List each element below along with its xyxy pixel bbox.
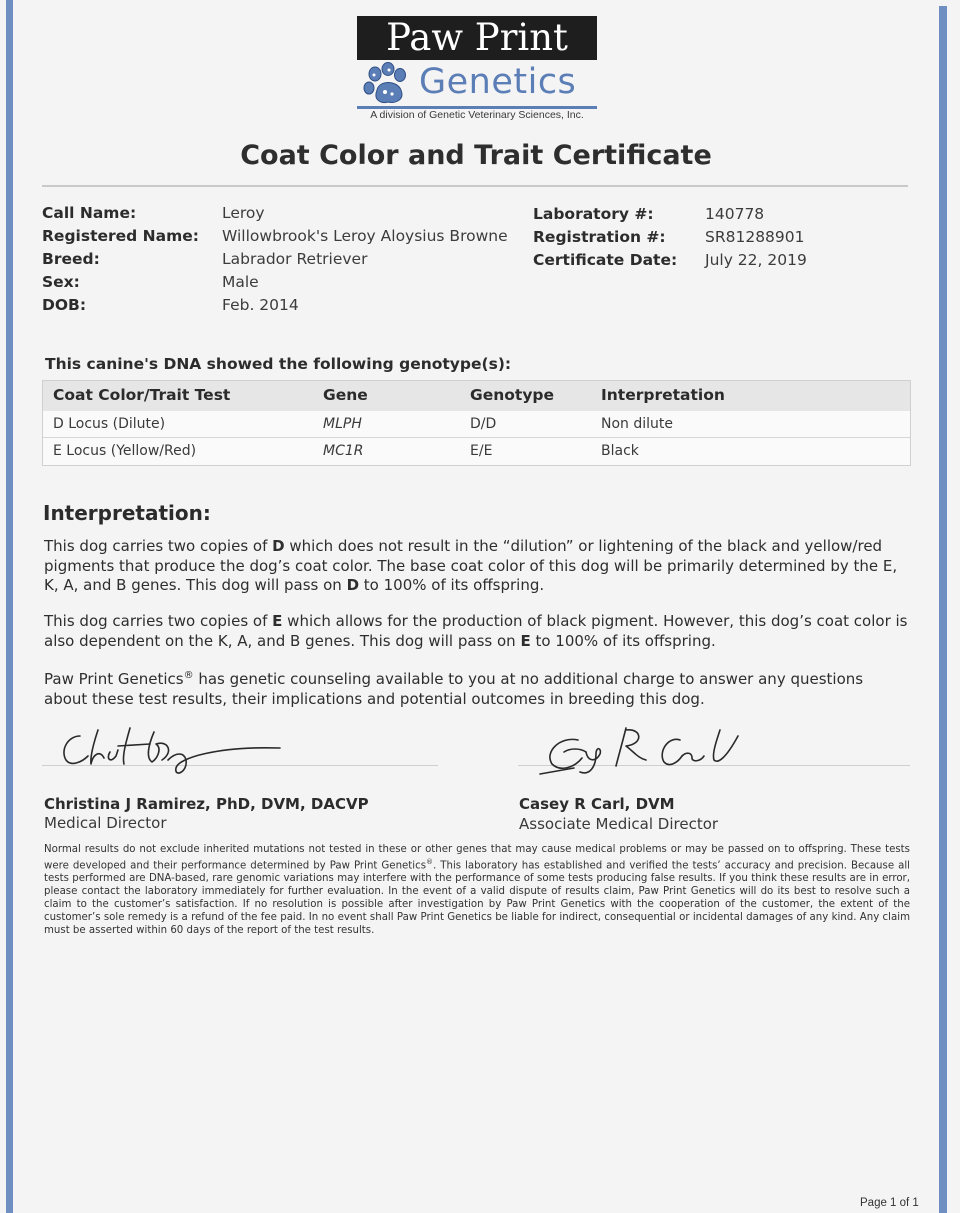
paw-print-genetics-logo <box>355 14 599 122</box>
row2-test: E Locus (Yellow/Red) <box>53 443 197 459</box>
table-row <box>43 411 910 438</box>
sex-label: Sex: <box>42 273 80 291</box>
row2-gene: MC1R <box>323 443 364 459</box>
registered-name-value: Willowbrook's Leroy Aloysius Browne <box>222 227 508 245</box>
genotype-table <box>42 380 911 466</box>
header-test: Coat Color/Trait Test <box>53 386 231 404</box>
page-number: Page 1 of 1 <box>860 1197 919 1209</box>
breed-value: Labrador Retriever <box>222 250 368 268</box>
genotype-heading: This canine's DNA showed the following genotype(s): <box>45 355 512 373</box>
signature-carl <box>530 722 750 784</box>
text-run: . This laboratory has established and verified the tests’ accuracy and precision. Because all tests performed are DNA-based, rare genomic variations may interfere with the performance of some tests producing false results. If you think these results are in error, please contact the laboratory immediately for further evaluation. In the event of a valid dispute of results claim, Paw Print Genetics will do its best to resolve such a claim to the customer’s satisfaction. If no resolution is possible after investigation by Paw Print Genetics with the cooperation of the customer, the extent of the customer’s sole remedy is a refund of the fee paid. In no event shall Paw Print Genetics be liable for indirect, consequential or incidental damages of any kind. Any claim must be asserted within 60 days of the report of the test results. <box>44 860 910 937</box>
interpretation-paragraph-d <box>44 537 910 596</box>
text-run: which allows for the production of black pigment. However, this dog’s coat color is also dependent on the K, A, and B genes. This dog will pass on <box>44 612 908 650</box>
dob-value: Feb. 2014 <box>222 296 299 314</box>
registration-number-value: SR81288901 <box>705 228 805 246</box>
call-name-label: Call Name: <box>42 204 137 222</box>
registered-mark: ® <box>426 858 434 866</box>
certificate-date-label: Certificate Date: <box>533 251 678 269</box>
row2-interpretation: Black <box>601 443 639 459</box>
interpretation-paragraph-e <box>44 612 910 651</box>
dob-label: DOB: <box>42 296 87 314</box>
text-run: Normal results do not exclude inherited mutations not tested in these or other genes that may cause medical problems or may be passed on to offspring. These tests were developed and their performance determined by Paw Print Genetics <box>44 844 910 872</box>
allele-d: D <box>346 576 360 594</box>
certificate-date-value: July 22, 2019 <box>705 251 807 269</box>
text-run: Paw Print Genetics <box>44 670 184 688</box>
row1-gene: MLPH <box>323 416 362 432</box>
registration-number-label: Registration #: <box>533 228 666 246</box>
table-row <box>43 438 910 465</box>
allele-e: E <box>272 612 283 630</box>
laboratory-number-label: Laboratory #: <box>533 205 654 223</box>
sex-value: Male <box>222 273 259 291</box>
signer-name-left: Christina J Ramirez, PhD, DVM, DACVP <box>44 795 369 813</box>
certificate-title: Coat Color and Trait Certificate <box>240 140 712 171</box>
left-border-strip <box>6 0 13 1213</box>
call-name-value: Leroy <box>222 204 265 222</box>
registered-mark: ® <box>183 670 194 681</box>
row1-genotype: D/D <box>470 416 497 432</box>
allele-d: D <box>272 537 285 555</box>
text-run: This dog carries two copies of <box>44 612 273 630</box>
text-run: to 100% of its offspring. <box>359 576 545 594</box>
signature-ramirez <box>58 722 288 782</box>
signer-role-right: Associate Medical Director <box>519 815 719 833</box>
title-divider <box>42 185 908 187</box>
row1-test: D Locus (Dilute) <box>53 416 166 432</box>
breed-label: Breed: <box>42 250 100 268</box>
interpretation-heading: Interpretation: <box>43 501 211 525</box>
header-gene: Gene <box>323 386 368 404</box>
registered-name-label: Registered Name: <box>42 227 199 245</box>
signer-role-left: Medical Director <box>44 814 167 832</box>
header-genotype: Genotype <box>470 386 555 404</box>
logo-tagline: A division of Genetic Veterinary Sciences, Inc. <box>370 109 584 121</box>
right-border-strip <box>939 6 947 1213</box>
legal-disclaimer <box>44 843 910 937</box>
row2-genotype: E/E <box>470 443 493 459</box>
text-run: This dog carries two copies of <box>44 537 273 555</box>
allele-e: E <box>520 631 531 650</box>
paw-print-icon <box>361 62 411 108</box>
signer-name-right: Casey R Carl, DVM <box>519 795 675 813</box>
text-run: which does not result in the “dilution” or lightening of the black and yellow/red pigments that produce the dog’s coat color. The base coat color of this dog will be primarily determined by the E, K, A, and B genes. This dog will pass on <box>44 537 898 594</box>
text-run: to 100% of its offspring. <box>530 631 716 650</box>
laboratory-number-value: 140778 <box>705 205 765 223</box>
logo-title-box <box>357 16 597 60</box>
header-interpretation: Interpretation <box>601 386 725 404</box>
row1-interpretation: Non dilute <box>601 416 674 432</box>
table-header-row <box>43 381 910 411</box>
counseling-paragraph <box>44 666 910 709</box>
logo-line2: Genetics <box>419 62 577 102</box>
logo-line1: Paw Print <box>386 16 568 59</box>
text-run: has genetic counseling available to you at no additional charge to answer any questions about these test results, their implications and potential outcomes in breeding this dog. <box>44 670 864 708</box>
